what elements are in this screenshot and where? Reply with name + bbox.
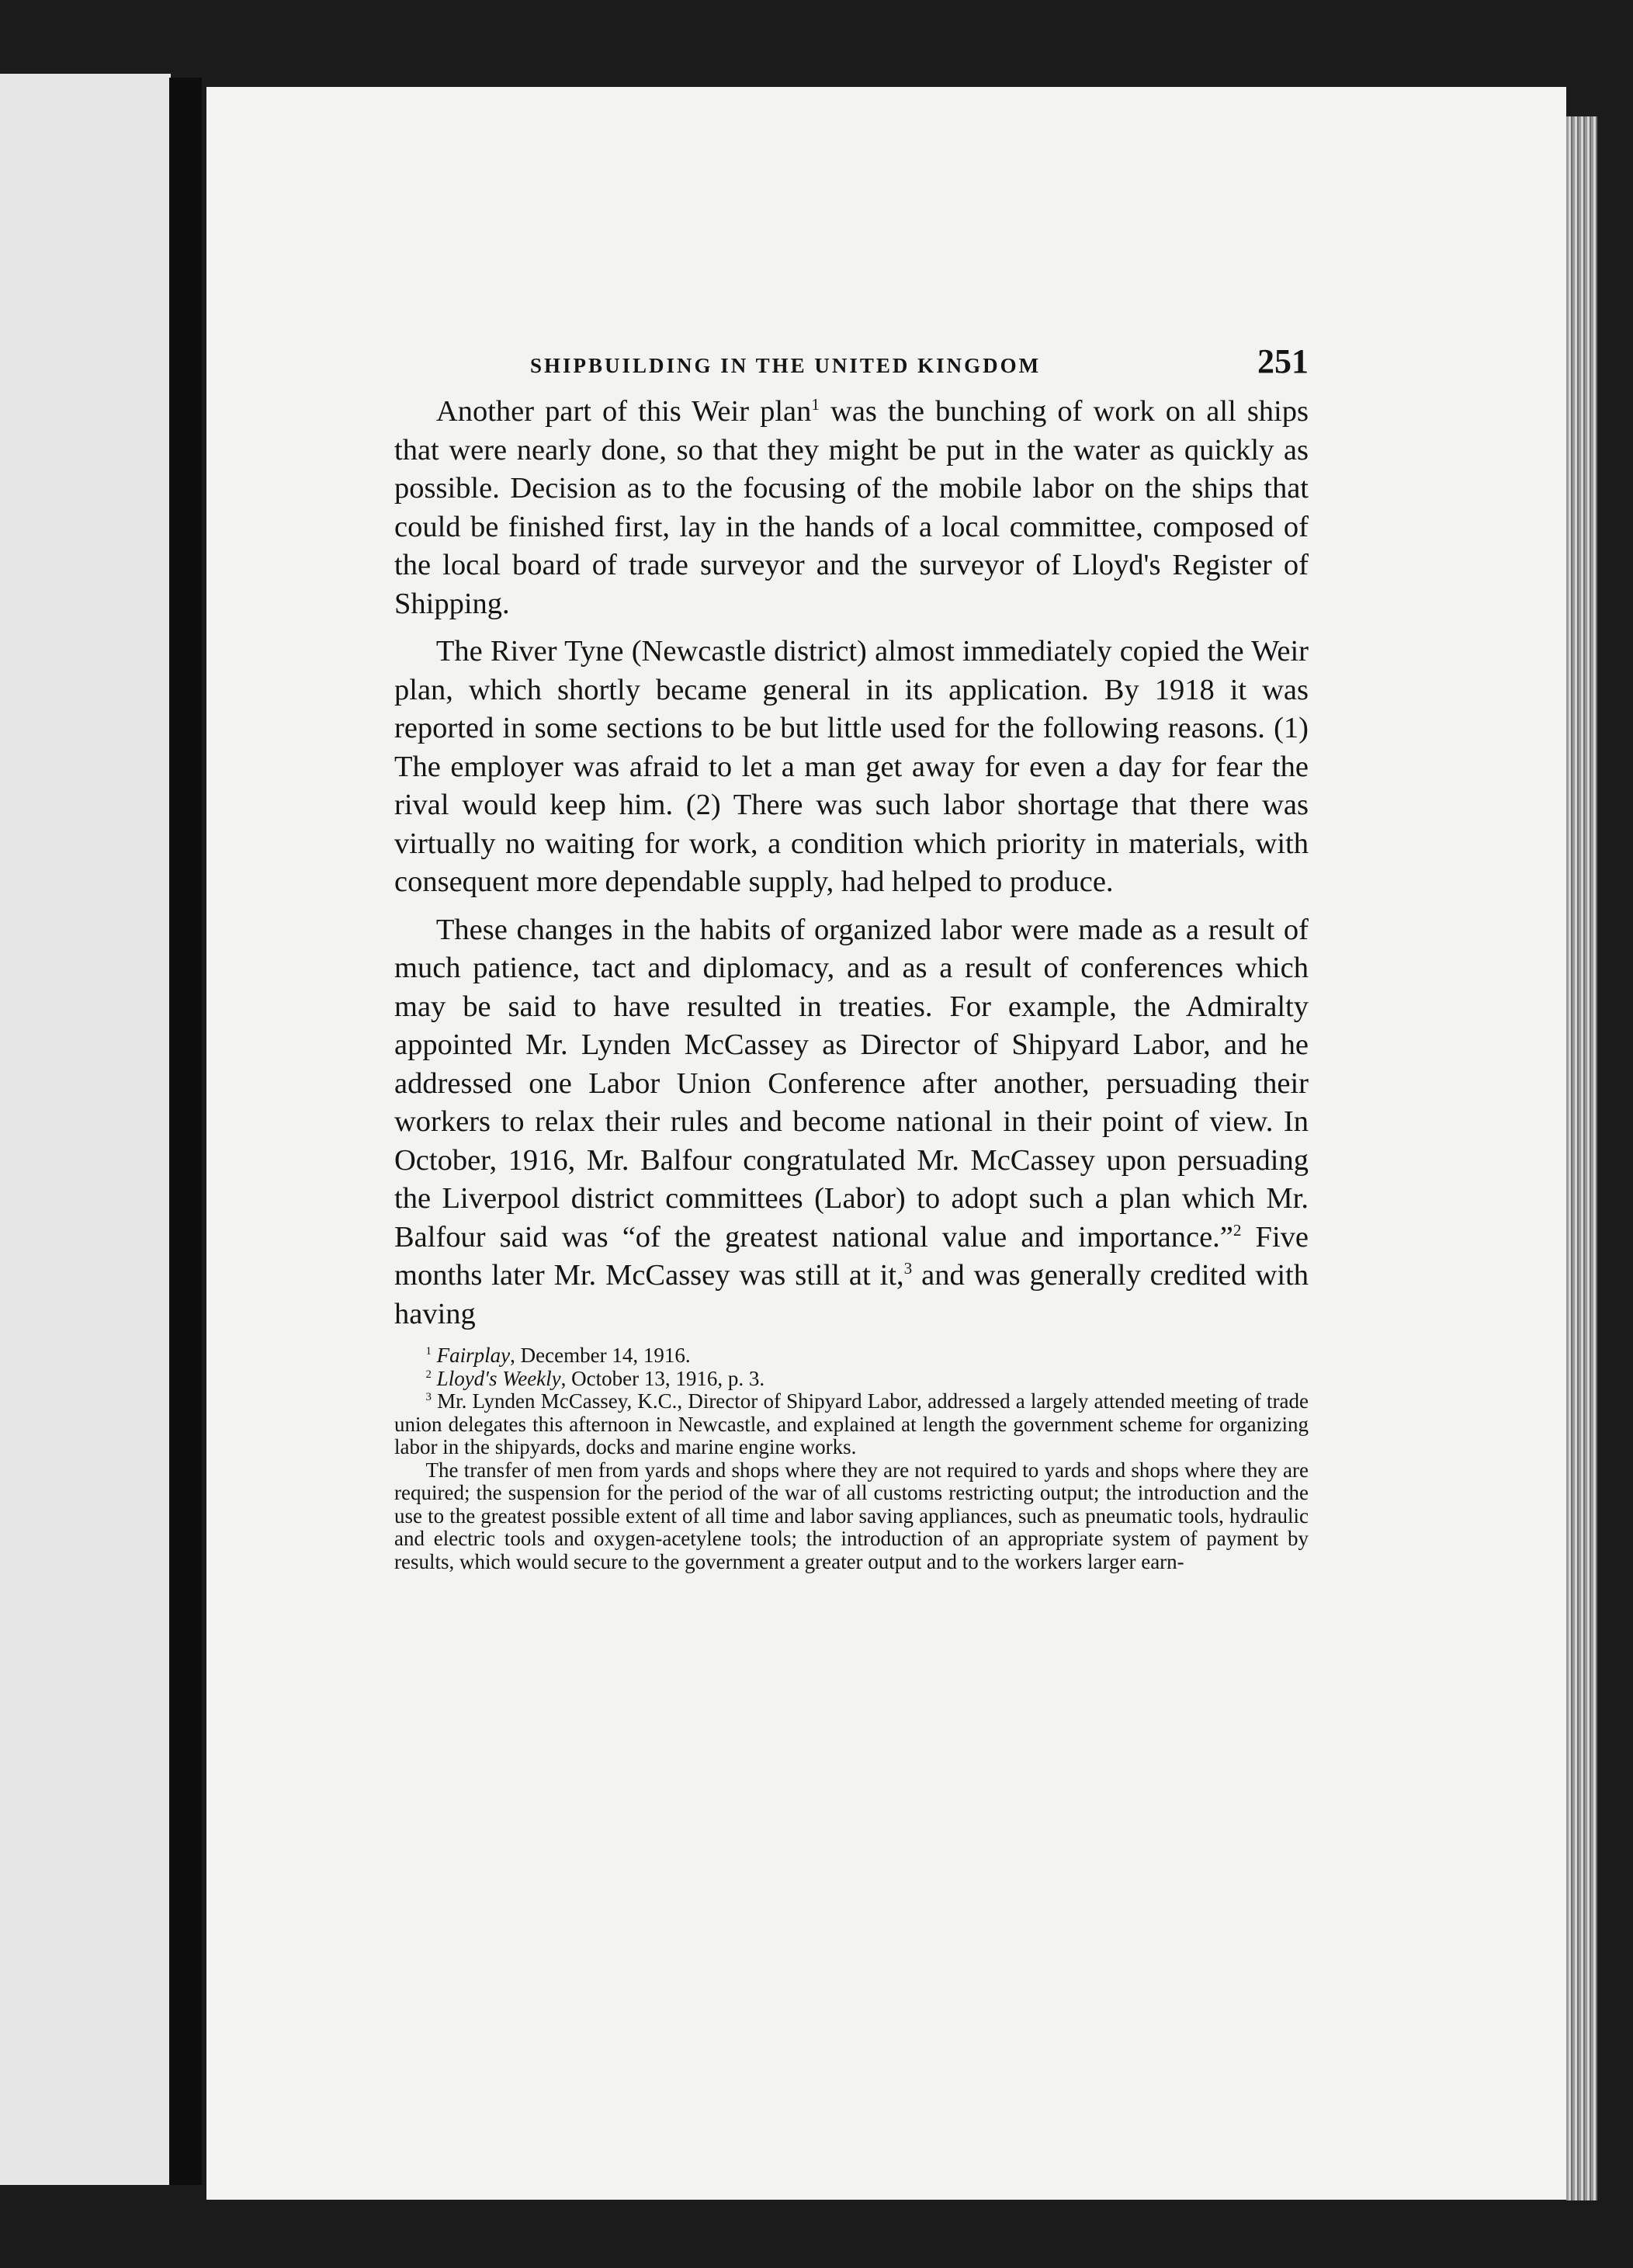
- paragraph-3: [394, 911, 1309, 1334]
- footnote-3: [394, 1390, 1309, 1459]
- footnote-3-text: Mr. Lynden McCassey, K.C., Director of Shipyard Labor, addressed a largely attended meeting of trade union delegates this afternoon in Newcastle, and explained at length the government scheme for organizing labor in the shipyards, docks and marine engine works.: [394, 1389, 1309, 1458]
- footnote-ref-3: 3: [903, 1259, 913, 1278]
- footnote-2-title: Lloyd's Weekly: [436, 1366, 561, 1390]
- footnote-2-text: , October 13, 1916, p. 3.: [560, 1366, 765, 1390]
- facing-page-edge: [0, 74, 171, 2185]
- footnote-1-mark: 1: [425, 1345, 432, 1358]
- footnote-2-mark: 2: [425, 1368, 432, 1381]
- paragraph-3-text-mid: Five months later Mr. McCassey was still at it,: [394, 1220, 1309, 1292]
- page-stack-edge: [1566, 116, 1597, 2200]
- paragraph-2: The River Tyne (Newcastle district) almost immediately copied the Weir plan, which shortly became general in its application. By 1918 it was reported in some sections to be but little used for the following reasons. (1) The employer was afraid to let a man get away for even a day for fear the rival would keep him. (2) There was such labor shortage that there was virtually no waiting for work, a condition which priority in materials, with consequent more dependable supply, had helped to produce.: [394, 635, 1309, 898]
- footnote-2: [394, 1368, 1309, 1391]
- paragraph-1: [394, 393, 1309, 623]
- paragraph-1-text-cont: was the bunching of work on all ships that were nearly done, so that they might be put in the water as quickly as possible. Decision as to the focusing of the mobile labor on the ships that could be finished first, lay in the hands of a local committee, composed of the local board of trade surveyor and the surveyor of Lloyd's Register of Shipping.: [394, 395, 1309, 620]
- footnote-ref-1: 1: [811, 395, 820, 414]
- running-head: SHIPBUILDING IN THE UNITED KINGDOM: [530, 354, 1042, 377]
- paragraph-1-text: Another part of this Weir plan: [435, 395, 812, 428]
- page-text-block: [394, 342, 1309, 1573]
- footnotes: [394, 1344, 1309, 1573]
- paragraph-3-text: These changes in the habits of organized labor were made as a result of much patience, tact and diplomacy, and as a result of conferences which may be said to have resulted in treaties. For example, the Admiralty appointed Mr. Lynden McCassey as Director of Shipyard Labor, and he addressed one Labor Union Conference after another, persuading their workers to relax their rules and become national in their point of view. In October, 1916, Mr. Balfour congratulated Mr. McCassey upon persuading the Liverpool district committees (Labor) to adopt such a plan which Mr. Balfour said was “of the greatest national value and importance.”: [394, 913, 1309, 1254]
- paragraph-3-text-end: and was generally credited with having: [394, 1259, 1309, 1330]
- footnote-1-text: , December 14, 1916.: [510, 1344, 691, 1367]
- footnote-3-mark: 3: [425, 1391, 432, 1403]
- footnote-ref-2: 2: [1233, 1220, 1242, 1240]
- footnote-3-continuation: The transfer of men from yards and shops where they are not required to yards and shops where they are required; the suspension for the period of the war of all customs restricting output; the introduction and the use to the greatest possible extent of all time and labor saving appliances, such as pneumatic tools, hydraulic and electric tools and oxygen-acetylene tools; the introduction of an appropriate system of payment by results, which would secure to the government a greater output and to the workers larger earn-: [394, 1458, 1309, 1573]
- page-number: 251: [1257, 342, 1309, 380]
- footnote-1: [394, 1344, 1309, 1368]
- book-gutter: [169, 78, 202, 2185]
- footnote-1-title: Fairplay: [436, 1344, 511, 1367]
- page-header: [394, 342, 1309, 388]
